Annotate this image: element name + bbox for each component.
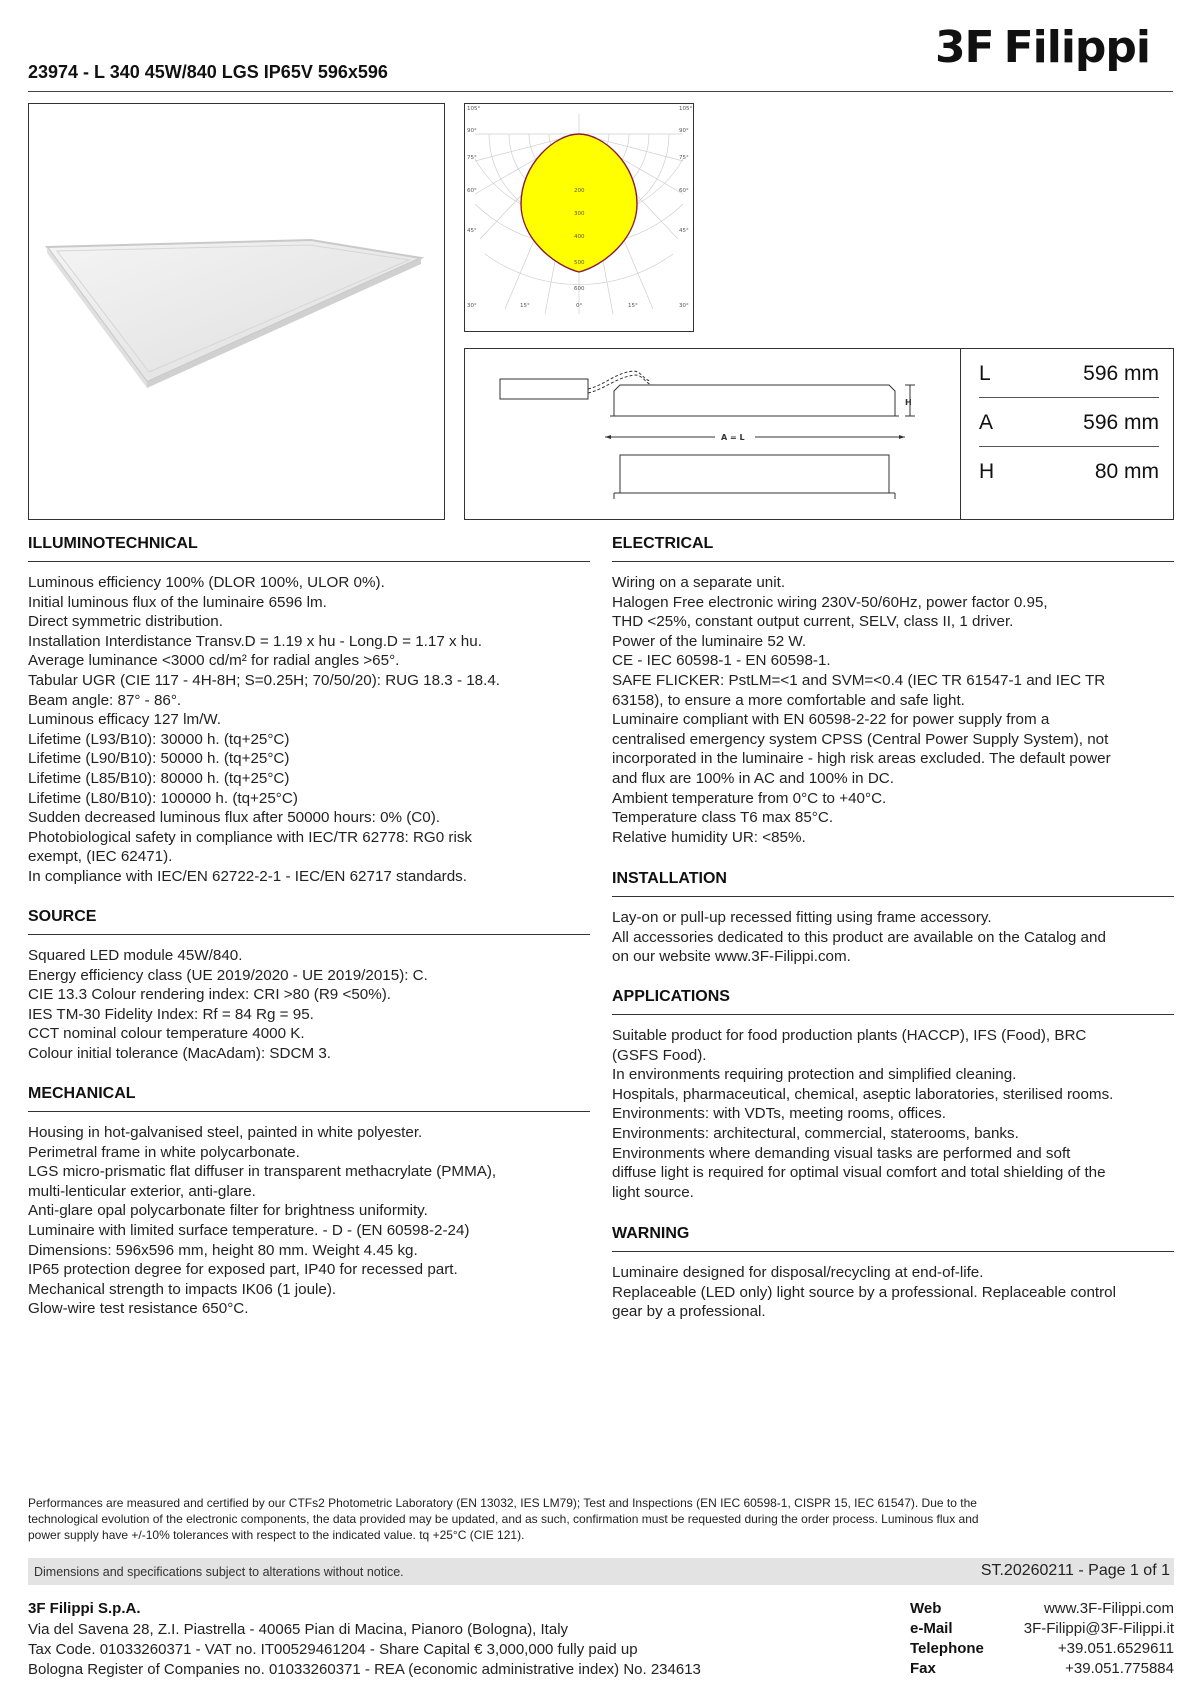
dimension-key: H [979, 460, 995, 483]
text-line: Temperature class T6 max 85°C. [612, 809, 834, 827]
contact-web [910, 1600, 1174, 1620]
text-line: Wiring on a separate unit. [612, 574, 786, 591]
text-line: Suitable product for food production plants (HACCP), IFS (Food), BRC [612, 1027, 1087, 1044]
text-line: Hospitals, pharmaceutical, chemical, aseptic laboratories, sterilised rooms. [612, 1085, 1114, 1103]
section-title-illuminotechnical: ILLUMINOTECHNICAL [28, 535, 198, 552]
product-photo [28, 103, 445, 520]
polar-bottom-angle: 0° [576, 303, 583, 309]
text-line: Replaceable (LED only) light source by a professional. Replaceable control [612, 1283, 1116, 1301]
text-line: Glow-wire test resistance 650°C. [28, 1300, 249, 1318]
text-line: Luminous efficacy 127 lm/W. [28, 711, 222, 729]
text-line: Perimetral frame in white polycarbonate. [28, 1143, 300, 1161]
section-body-applications [612, 1026, 1187, 1202]
text-line: Lifetime (L90/B10): 50000 h. (tq+25°C) [28, 750, 290, 768]
section-title-installation: INSTALLATION [612, 870, 727, 887]
text-line: centralised emergency system CPSS (Central Power Supply System), not [612, 730, 1109, 748]
text-line: technological evolution of the electronic components, the data provided may be updated, and as such, confirmation must be requested during the order process. Luminous flux and [28, 1512, 979, 1526]
company-tax-info: Tax Code. 01033260371 - VAT no. IT00529461204 - Share Capital € 3,000,000 fully paid up [28, 1641, 638, 1658]
footer-disclaimer [28, 1495, 1173, 1543]
text-line: incorporated in the luminaire - high risk areas excluded. The default power [612, 750, 1111, 768]
text-line: Relative humidity UR: <85%. [612, 828, 806, 846]
polar-right-angle: 75° [679, 155, 689, 161]
section-body-mechanical [28, 1123, 598, 1319]
section-body-electrical [612, 573, 1187, 847]
dimension-row-l [979, 349, 1159, 398]
polar-radial-value: 500 [574, 260, 585, 266]
contact-label: Fax [910, 1660, 936, 1677]
text-line: Performances are measured and certified by our CTFs2 Photometric Laboratory (EN 13032, IES LM79); Test and Inspections (EN IEC 60598-1, CISPR 15, IEC 61547). Due to the [28, 1496, 977, 1510]
section-body-illuminotechnical [28, 573, 598, 887]
section-rule [28, 1111, 590, 1112]
polar-bottom-angle: 15° [628, 303, 638, 309]
text-line: Lifetime (L80/B10): 100000 h. (tq+25°C) [28, 789, 298, 807]
section-body-warning [612, 1263, 1187, 1322]
text-line: power supply have +/-10% tolerances with respect to the indicated value. tq +25°C (CIE 121). [28, 1528, 525, 1542]
website-link[interactable]: www.3F-Filippi.com [1043, 1600, 1174, 1617]
page-reference: ST.20260211 - Page 1 of 1 [980, 1562, 1170, 1579]
section-rule [612, 1251, 1174, 1252]
polar-left-angle: 60° [467, 188, 477, 194]
text-line: Anti-glare opal polycarbonate filter for brightness uniformity. [28, 1202, 428, 1220]
polar-radial-value: 400 [574, 234, 585, 240]
text-line: Average luminance <3000 cd/m² for radial angles >65°. [28, 652, 400, 670]
text-line: Lifetime (L93/B10): 30000 h. (tq+25°C) [28, 730, 290, 748]
height-label: H [905, 398, 912, 407]
polar-right-angle: 105° [679, 106, 693, 112]
section-rule [612, 1014, 1174, 1015]
text-line: Mechanical strength to impacts IK06 (1 joule). [28, 1280, 337, 1298]
text-line: diffuse light is required for optimal visual comfort and total shielding of the [612, 1164, 1106, 1182]
dimension-value: 596 mm [1083, 362, 1159, 385]
fax-value: +39.051.775884 [1065, 1660, 1174, 1677]
footer-notice-bar [28, 1558, 1174, 1585]
section-title-mechanical: MECHANICAL [28, 1085, 136, 1102]
dimension-value: 80 mm [1094, 460, 1159, 483]
text-line: Halogen Free electronic wiring 230V-50/60Hz, power factor 0.95, [612, 593, 1048, 611]
text-line: CE - IEC 60598-1 - EN 60598-1. [612, 652, 831, 670]
text-line: LGS micro-prismatic flat diffuser in transparent methacrylate (PMMA), [28, 1163, 497, 1181]
text-line: Sudden decreased luminous flux after 50000 hours: 0% (C0). [28, 809, 440, 827]
light-distribution-curve [521, 134, 637, 272]
polar-left-angle: 90° [467, 128, 477, 134]
dimension-key: L [979, 362, 991, 385]
polar-right-angle: 45° [679, 228, 689, 234]
dimension-row-h [979, 447, 1159, 495]
polar-bottom-angle: 15° [520, 303, 530, 309]
dimensions-panel [464, 348, 1174, 520]
company-address: Via del Savena 28, Z.I. Piastrella - 40065 Pian di Macina, Pianoro (Bologna), Italy [28, 1621, 569, 1638]
text-line: 63158), to ensure a more comfortable and safe light. [612, 691, 965, 709]
text-line: Tabular UGR (CIE 117 - 4H-8H; S=0.25H; 70/50/20): RUG 18.3 - 18.4. [28, 671, 501, 689]
dimension-row-a [979, 398, 1159, 447]
text-line: Lifetime (L85/B10): 80000 h. (tq+25°C) [28, 769, 290, 787]
section-title-applications: APPLICATIONS [612, 988, 730, 1005]
contact-email [910, 1620, 1174, 1640]
company-details [28, 1620, 701, 1680]
company-name: 3F Filippi S.p.A. [28, 1600, 141, 1617]
text-line: Energy efficiency class (UE 2019/2020 - UE 2019/2015): C. [28, 966, 428, 984]
text-line: IP65 protection degree for exposed part, IP40 for recessed part. [28, 1261, 458, 1279]
company-register: Bologna Register of Companies no. 01033260371 - REA (economic administrative index) No. 234613 [28, 1661, 701, 1678]
section-rule [28, 934, 590, 935]
text-line: Environments: with VDTs, meeting rooms, offices. [612, 1105, 946, 1123]
text-line: Environments: architectural, commercial, staterooms, banks. [612, 1124, 1019, 1142]
text-line: In compliance with IEC/EN 62722-2-1 - IEC/EN 62717 standards. [28, 867, 467, 885]
text-line: Luminaire with limited surface temperature. - D - (EN 60598-2-24) [28, 1221, 470, 1239]
polar-left-angle: 45° [467, 228, 477, 234]
luminaire-side-view [614, 385, 895, 416]
text-line: CCT nominal colour temperature 4000 K. [28, 1025, 305, 1043]
product-title: 23974 - L 340 45W/840 LGS IP65V 596x596 [28, 62, 388, 82]
text-line: Direct symmetric distribution. [28, 613, 223, 631]
polar-radial-value: 200 [574, 188, 585, 194]
polar-left-angle: 30° [467, 303, 477, 309]
contact-list [910, 1600, 1174, 1680]
section-rule [612, 896, 1174, 897]
text-line: CIE 13.3 Colour rendering index: CRI >80 (R9 <50%). [28, 986, 392, 1004]
telephone-value: +39.051.6529611 [1057, 1640, 1174, 1657]
section-body-installation [612, 908, 1187, 967]
text-line: Beam angle: 87° - 86°. [28, 691, 182, 709]
polar-left-angle: 75° [467, 155, 477, 161]
text-line: Luminous efficiency 100% (DLOR 100%, ULOR 0%). [28, 574, 385, 591]
contact-label: Web [910, 1600, 942, 1617]
text-line: IES TM-30 Fidelity Index: Rf = 84 Rg = 95. [28, 1005, 314, 1023]
text-line: Luminaire designed for disposal/recycling at end-of-life. [612, 1264, 984, 1281]
text-line: multi-lenticular exterior, anti-glare. [28, 1182, 256, 1200]
dimension-key: A [979, 411, 994, 434]
luminaire-front-view [620, 455, 889, 493]
section-rule [28, 561, 590, 562]
text-line: Environments where demanding visual tasks are performed and soft [612, 1144, 1071, 1162]
logo-text: Filippi [1003, 22, 1150, 73]
text-line: gear by a professional. [612, 1303, 766, 1321]
driver-unit-shape [500, 379, 588, 399]
email-link[interactable]: 3F-Filippi@3F-Filippi.it [1023, 1620, 1174, 1637]
brand-logo [935, 22, 1150, 73]
footer-notice: Dimensions and specifications subject to alterations without notice. [34, 1565, 404, 1579]
contact-label: e-Mail [910, 1620, 953, 1637]
text-line: Installation Interdistance Transv.D = 1.19 x hu - Long.D = 1.17 x hu. [28, 632, 482, 650]
text-line: Photobiological safety in compliance with IEC/TR 62778: RG0 risk [28, 828, 473, 846]
text-line: Dimensions: 596x596 mm, height 80 mm. Weight 4.45 kg. [28, 1241, 418, 1259]
dimensions-divider [960, 349, 961, 519]
text-line: (GSFS Food). [612, 1046, 707, 1064]
polar-right-angle: 60° [679, 188, 689, 194]
dimensions-table [979, 349, 1159, 495]
text-line: Housing in hot-galvanised steel, painted in white polyester. [28, 1124, 423, 1141]
contact-fax [910, 1660, 1174, 1680]
section-title-source: SOURCE [28, 908, 97, 925]
text-line: In environments requiring protection and simplified cleaning. [612, 1066, 1017, 1084]
text-line: Initial luminous flux of the luminaire 6596 lm. [28, 593, 327, 611]
section-title-warning: WARNING [612, 1225, 690, 1242]
contact-telephone [910, 1640, 1174, 1660]
polar-plot [465, 104, 693, 331]
polar-right-angle: 30° [679, 303, 689, 309]
text-line: SAFE FLICKER: PstLM=<1 and SVM=<0.4 (IEC TR 61547-1 and IEC TR [612, 671, 1106, 689]
text-line: Lay-on or pull-up recessed fitting using frame accessory. [612, 909, 992, 926]
text-line: exempt, (IEC 62471). [28, 848, 173, 866]
text-line: Power of the luminaire 52 W. [612, 632, 807, 650]
polar-radial-value: 600 [574, 286, 585, 292]
contact-label: Telephone [910, 1640, 984, 1657]
text-line: and flux are 100% in AC and 100% in DC. [612, 769, 894, 787]
text-line: Luminaire compliant with EN 60598-2-22 for power supply from a [612, 711, 1050, 729]
polar-left-angle: 105° [467, 106, 481, 112]
text-line: Squared LED module 45W/840. [28, 947, 243, 964]
text-line: Colour initial tolerance (MacAdam): SDCM 3. [28, 1044, 332, 1062]
header-divider [28, 91, 1173, 92]
section-title-electrical: ELECTRICAL [612, 535, 714, 552]
polar-diagram [464, 103, 694, 332]
dimension-value: 596 mm [1083, 411, 1159, 434]
width-label: A = L [721, 433, 745, 442]
dimension-drawing [465, 349, 960, 519]
text-line: THD <25%, constant output current, SELV, class II, 1 driver. [612, 613, 1014, 631]
section-rule [612, 561, 1174, 562]
text-line: All accessories dedicated to this product are available on the Catalog and [612, 928, 1106, 946]
polar-radial-value: 300 [574, 211, 585, 217]
text-line: on our website www.3F-Filippi.com. [612, 948, 851, 966]
text-line: Ambient temperature from 0°C to +40°C. [612, 789, 887, 807]
polar-right-angle: 90° [679, 128, 689, 134]
luminaire-illustration [29, 104, 444, 519]
section-body-source [28, 946, 598, 1064]
text-line: light source. [612, 1183, 694, 1201]
logo-mark: 3F [934, 22, 994, 73]
